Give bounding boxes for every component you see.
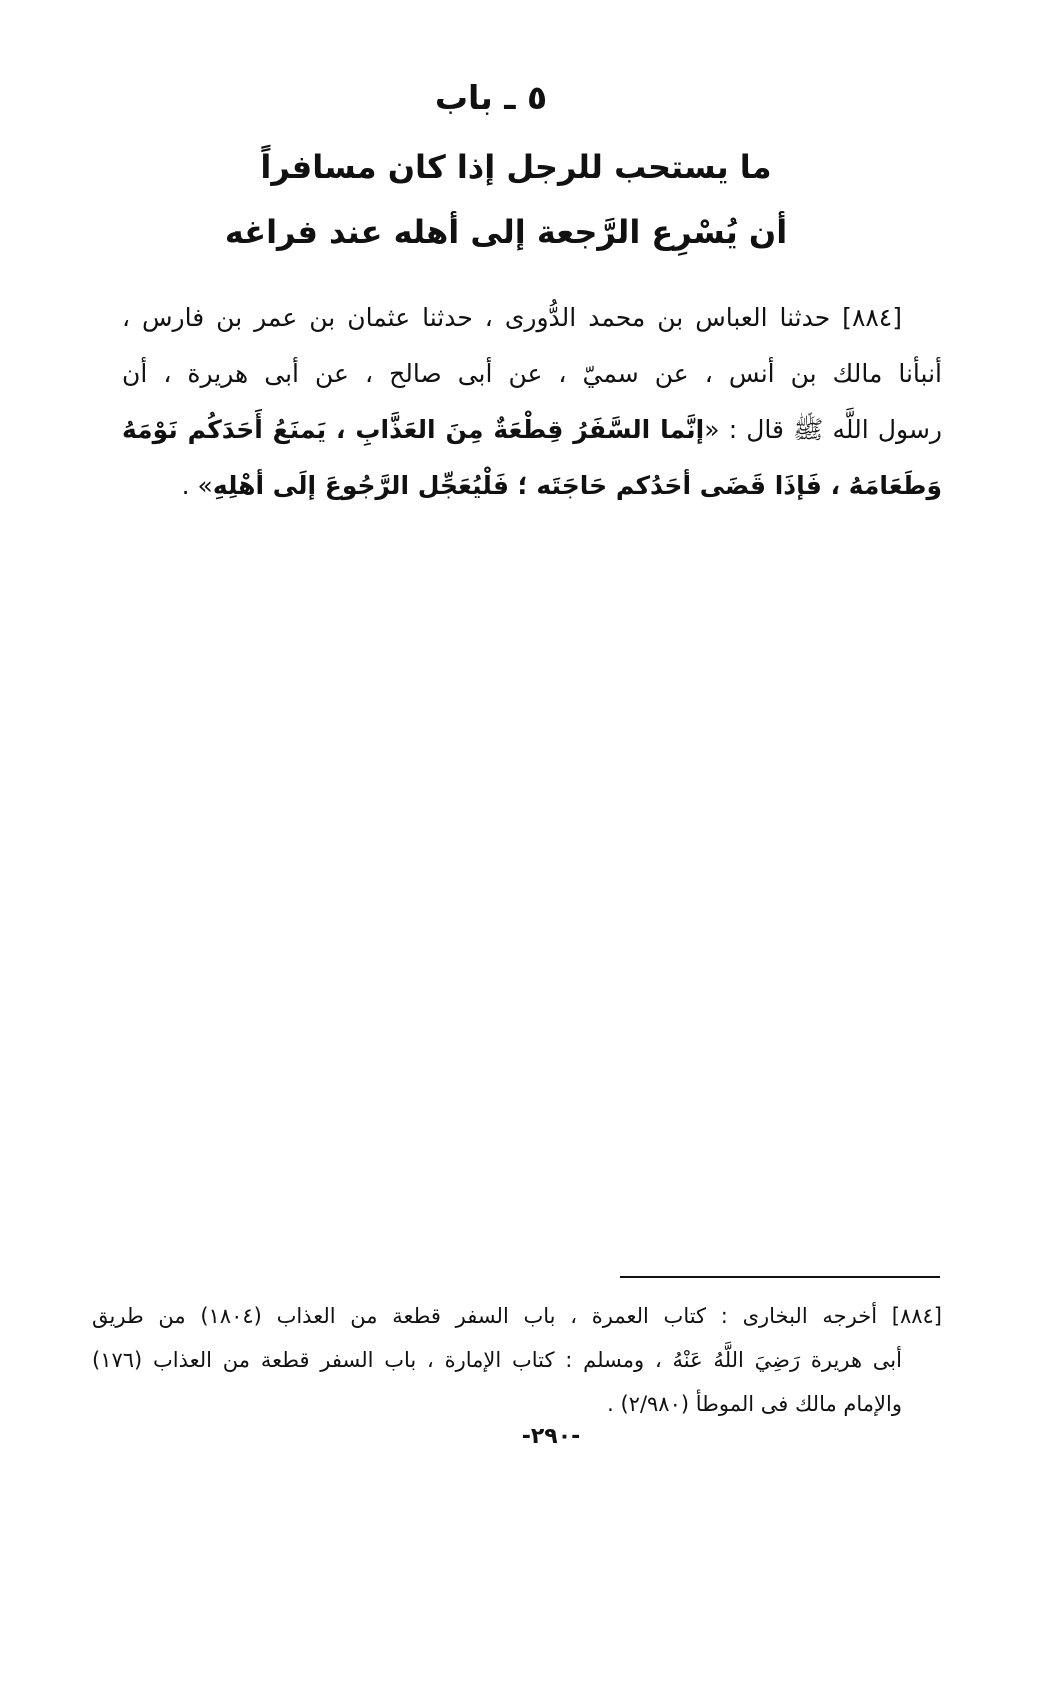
- hadith-line-4: [122, 458, 942, 514]
- chapter-title-line-1: ما يستحب للرجل إذا كان مسافراً: [260, 148, 772, 186]
- hadith-narration-lead: رسول اللَّه ﷺ قال : «: [704, 415, 942, 444]
- hadith-quote-part-1: إنَّما السَّفَرُ قِطْعَةٌ مِنَ العَذَّابِ ، يَمنَعُ أَحَدَكُم نَوْمَهُ: [122, 415, 705, 444]
- hadith-text: [122, 290, 942, 514]
- chapter-title-line-2: أن يُسْرِع الرَّجعة إلى أهله عند فراغه: [224, 213, 788, 251]
- footnote-line-3: والإمام مالك فى الموطأ (٢/٩٨٠) .: [607, 1392, 902, 1416]
- hadith-line-2: أنبأنا مالك بن أنس ، عن سميّ ، عن أبى صالح ، عن أبى هريرة ، أن: [122, 359, 942, 388]
- footnote-block: [92, 1294, 942, 1426]
- hadith-line-3: [122, 402, 942, 458]
- hadith-quote-end: » .: [181, 471, 213, 500]
- hadith-line-1: [٨٨٤] حدثنا العباس بن محمد الدُّورى ، حدثنا عثمان بن عمر بن فارس ،: [122, 303, 902, 332]
- chapter-number: ٥ ـ باب: [434, 78, 548, 117]
- footnote-divider: [620, 1276, 940, 1278]
- page-number: -٢٩٠-: [521, 1424, 581, 1449]
- hadith-quote-part-2: وَطَعَامَهُ ، فَإذَا قَضَى أحَدُكم حَاجَتَه ؛ فَلْيُعَجِّل الرَّجُوعَ إلَى أهْلِهِ: [212, 471, 942, 500]
- footnote-line-1: [٨٨٤] أخرجه البخارى : كتاب العمرة ، باب السفر قطعة من العذاب (١٨٠٤) من طريق: [92, 1304, 942, 1328]
- footnote-line-2: أبى هريرة رَضِيَ اللَّهُ عَنْهُ ، ومسلم : كتاب الإمارة ، باب السفر قطعة من العذاب (١٧٦): [92, 1348, 902, 1372]
